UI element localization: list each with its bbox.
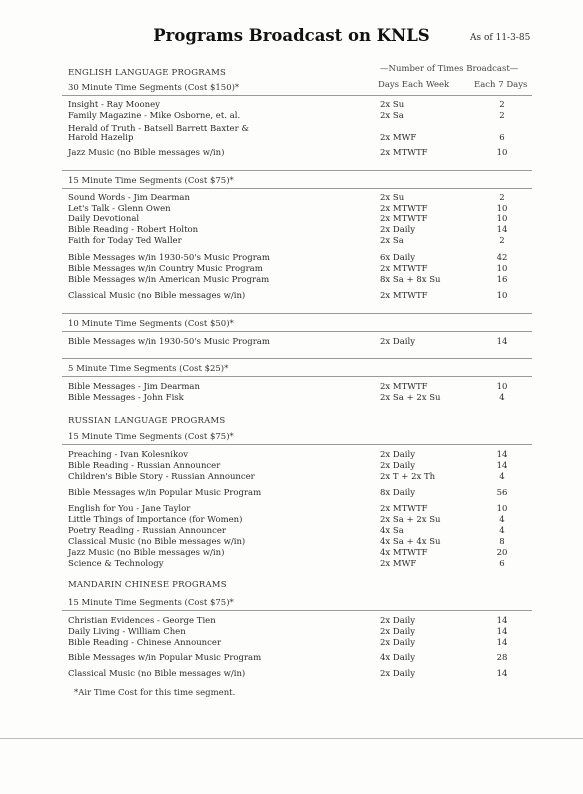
divider xyxy=(62,95,532,96)
divider xyxy=(62,188,532,189)
segment-heading: 5 Minute Time Segments (Cost $25)* xyxy=(68,364,229,374)
each-7-days-header: Each 7 Days xyxy=(474,80,528,90)
section-english: ENGLISH LANGUAGE PROGRAMS xyxy=(68,68,227,78)
segment-heading: 30 Minute Time Segments (Cost $150)* xyxy=(68,83,240,93)
divider xyxy=(62,610,532,611)
as-of-date: As of 11-3-85 xyxy=(470,33,531,43)
document-page: Programs Broadcast on KNLS As of 11-3-85 —Number of Times Broadcast— Days Each Week Each 7 Days ENGLISH LANGUAGE PROGRAMS 30 Minute Time Segments (Cost $150)* Insight - Ray Mooney 2x Su 2 Family Magazine - Mike Osborne, et. al. 2x Sa 2 Herald of Truth - Batsell Barrett Baxter & Harold Hazelip 2x MWF 6 Jazz Music (no Bible messages w/in) 2x MTWTF 10 15 Minute Time Segments (Cost $75)* Sound Words - Jim Dearman 2x Su 2 Let's Talk - Glenn Owen 2x MTWTF 10 Daily Devotional 2x MTWTF 10 Bible Reading - Robert Holton 2x Daily 14 Faith for Today Ted Waller 2x Sa 2 Bible Messages w/in 1930-50's Music Program 6x Daily 42 Bible Messages w/in Country Music Program 2x MTWTF 10 Bible Messages w/in American Music Program 8x Sa + 8x Su 16 Classical Music (no Bible messages w/in) 2x MTWTF 10 10 Minute Time Segments (Cost $50)* Bible Messages w/in 1930-50's Music Program 2x Daily 14 5 Minute Time Segments (Cost $25)* Bible Messages - Jim Dearman 2x MTWTF 10 Bible Messages - John Fisk 2x Sa + 2x Su 4 RUSSIAN LANGUAGE PROGRAMS 15 Minute Time Segments (Cost $75)* Preaching - Ivan Kolesnikov 2x Daily 14 Bible Reading - Russian Announcer 2x Daily 14 Children's Bible Story - Russian Announcer 2x T + 2x Th 4 Bible Messages w/in Popular Music Program 8x Daily 56 English for You - Jane Taylor 2x MTWTF 10 Little Things of Importance (for Women) 2x Sa + 2x Su 4 Poetry Reading - Russian Announcer 4x Sa 4 Classical Music (no Bible messages w/in) 4x Sa + 4x Su 8 Jazz Music (no Bible messages w/in) 4x MTWTF 20 Science & Technology 2x MWF 6 MANDARIN CHINESE PROGRAMS 15 Minute Time Segments (Cost $75)* Christian Evidences - George Tien 2x Daily 14 Daily Living - William Chen 2x Daily 14 Bible Reading - Chinese Announcer 2x Daily 14 Bible Messages w/in Popular Music Program 4x Daily 28 Classical Music (no Bible messages w/in) 2x Daily 14 *Air Time Cost for this time segment. xyxy=(0,0,583,794)
page-title: Programs Broadcast on KNLS xyxy=(153,26,430,45)
section-russian: RUSSIAN LANGUAGE PROGRAMS xyxy=(68,416,226,426)
divider xyxy=(62,170,532,171)
divider xyxy=(62,444,532,445)
divider xyxy=(62,376,532,377)
divider xyxy=(62,331,532,332)
segment-heading: 10 Minute Time Segments (Cost $50)* xyxy=(68,319,234,329)
divider xyxy=(62,313,532,314)
page-edge-line xyxy=(0,738,583,739)
number-of-times-header: —Number of Times Broadcast— xyxy=(380,64,519,74)
segment-heading: 15 Minute Time Segments (Cost $75)* xyxy=(68,176,234,186)
footnote: *Air Time Cost for this time segment. xyxy=(74,688,236,698)
segment-heading: 15 Minute Time Segments (Cost $75)* xyxy=(68,432,234,442)
section-mandarin: MANDARIN CHINESE PROGRAMS xyxy=(68,580,227,590)
divider xyxy=(62,358,532,359)
segment-heading: 15 Minute Time Segments (Cost $75)* xyxy=(68,598,234,608)
days-each-week-header: Days Each Week xyxy=(378,80,450,90)
